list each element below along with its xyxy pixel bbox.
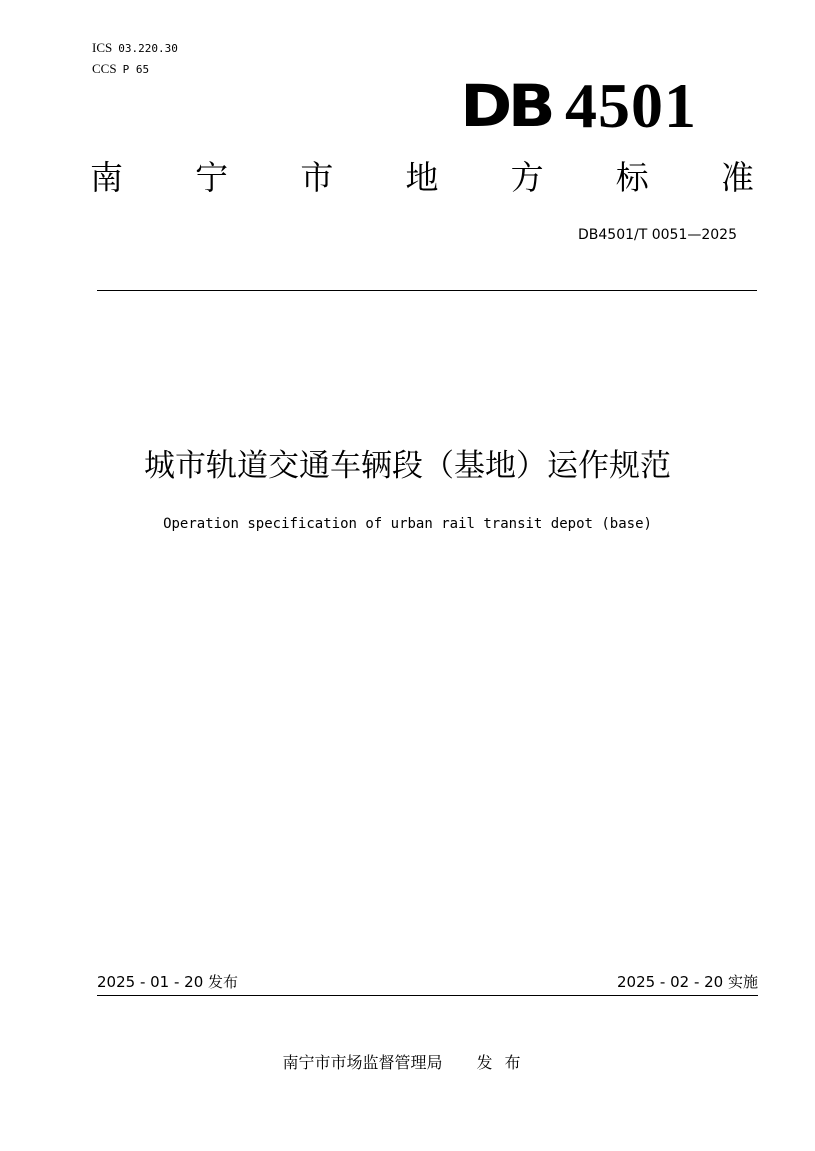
ics-classification — [92, 40, 178, 57]
ccs-code: P 65 — [122, 63, 150, 76]
footer-divider — [97, 995, 758, 996]
standard-number: DB4501/T 0051—2025 — [578, 227, 737, 243]
issuing-authority: 南宁市市场监督管理局 — [282, 1053, 443, 1072]
standard-type-char: 地 — [405, 158, 439, 197]
standard-type-char: 市 — [300, 158, 334, 197]
standard-type-heading — [90, 154, 754, 202]
ccs-classification — [92, 61, 149, 78]
standard-type-char: 宁 — [195, 158, 229, 197]
db-standard-mark — [459, 66, 697, 141]
publication-date: 2025 - 01 - 20 发布 — [97, 973, 239, 991]
issue-action: 发布 — [476, 1053, 533, 1072]
document-title-chinese: 城市轨道交通车辆段（基地）运作规范 — [144, 448, 671, 484]
db-prefix: DB — [459, 72, 551, 140]
standard-type-char: 标 — [615, 158, 649, 197]
ccs-label: CCS — [92, 61, 117, 76]
db-region-code: 4501 — [565, 70, 697, 141]
standard-type-char: 准 — [720, 158, 754, 197]
standard-type-char: 南 — [90, 158, 123, 197]
ics-code: 03.220.30 — [118, 42, 178, 55]
document-title-english: Operation specification of urban rail transit depot (base) — [163, 516, 652, 532]
ics-label: ICS — [92, 40, 113, 55]
implementation-date: 2025 - 02 - 20 实施 — [616, 973, 758, 991]
standard-type-char: 方 — [510, 158, 544, 197]
header-divider — [97, 290, 757, 291]
issuer-line — [0, 1051, 815, 1075]
